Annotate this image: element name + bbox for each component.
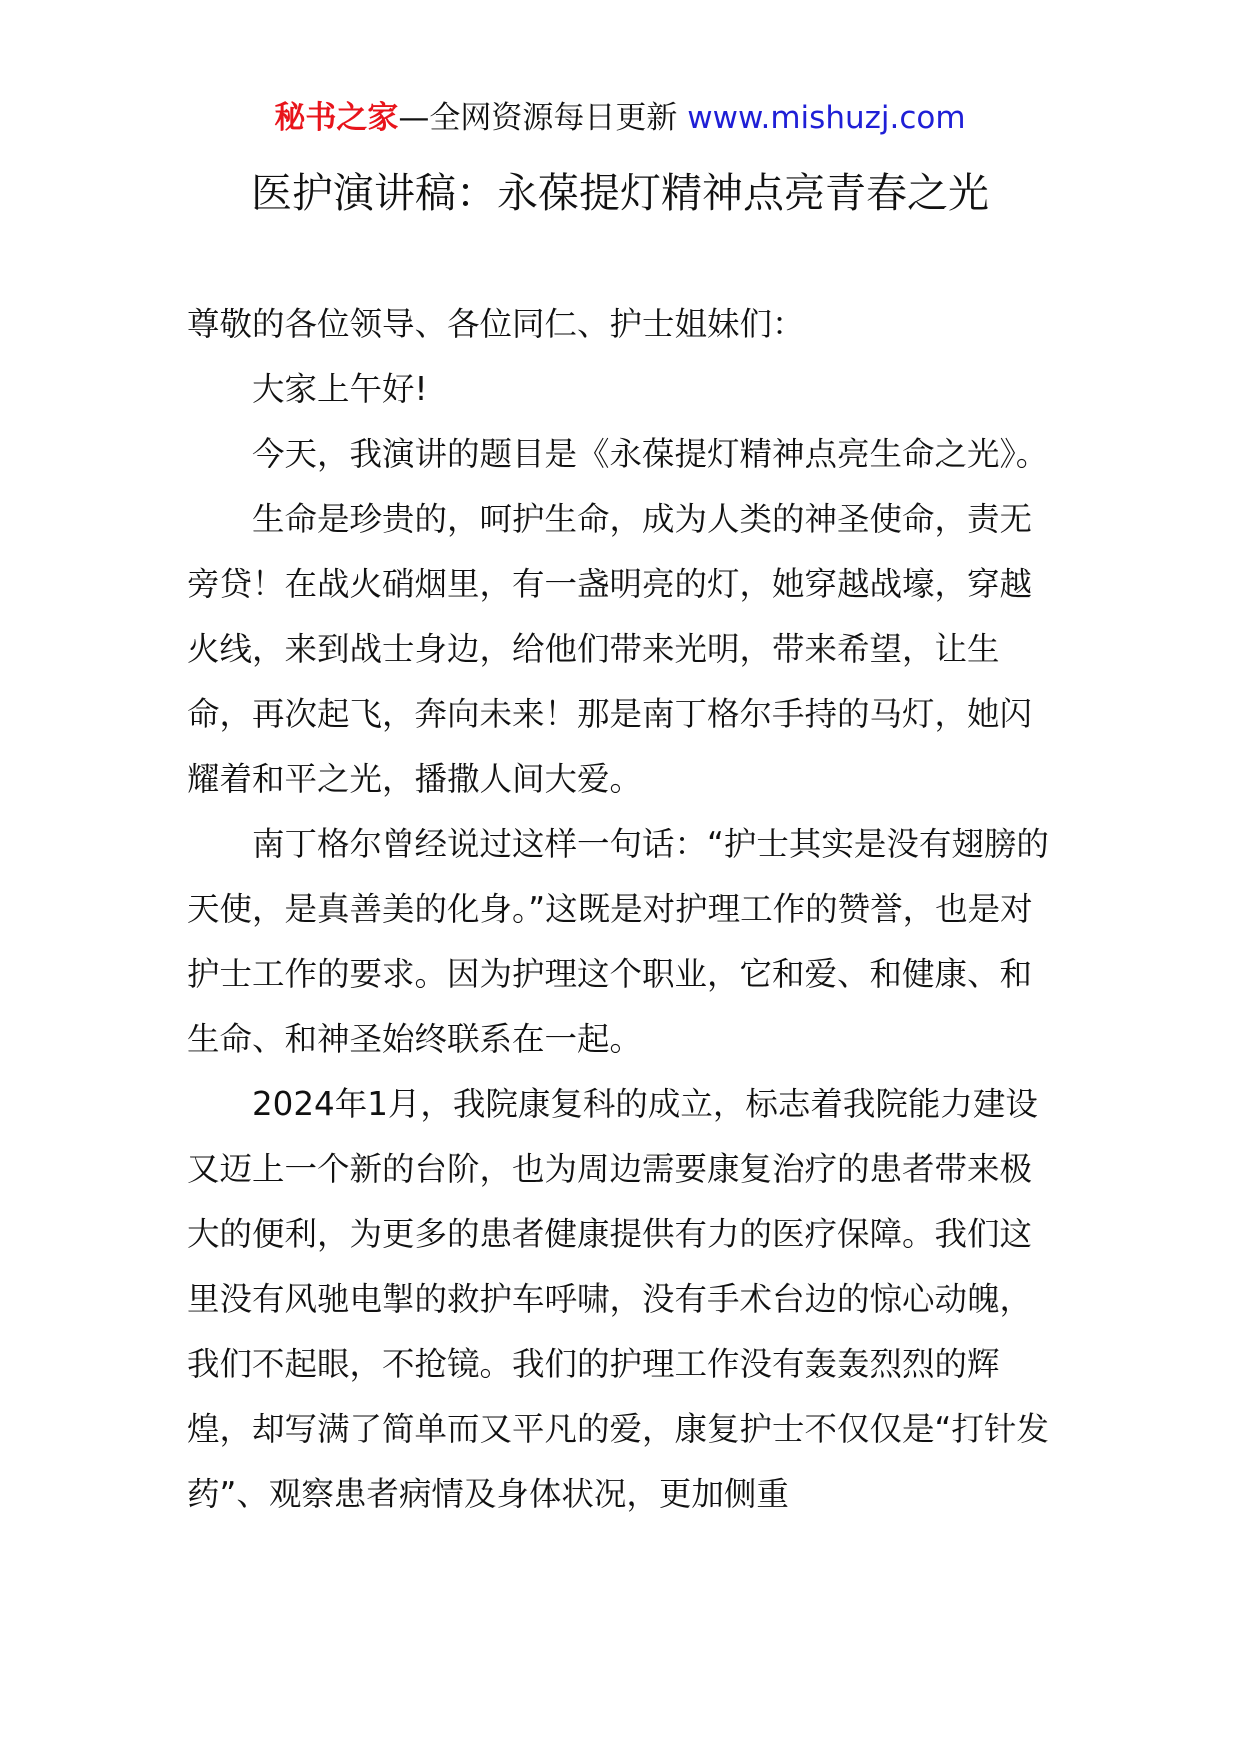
- document-title: 医护演讲稿：永葆提灯精神点亮青春之光: [251, 169, 989, 217]
- salutation: 尊敬的各位领导、各位同仁、护士姐妹们：: [187, 305, 805, 343]
- paragraph-topic: 今天，我演讲的题目是《永葆提灯精神点亮生命之光》。: [252, 435, 1049, 473]
- paragraph-greeting: 大家上午好!: [252, 370, 428, 408]
- paragraph-rehab-department: 2024年1月，我院康复科的成立，标志着我院能力建设又迈上一个新的台阶，也为周边需要康复治疗的患者带来极大的便利，为更多的患者健康提供有力的医疗保障。我们这里没有风驰电掣的救护车呼啸，没有手术台边的惊心动魄，我们不起眼，不抢镜。我们的护理工作没有轰轰烈烈的辉煌，却写满了简单而又平凡的爱，康复护士不仅仅是“打针发药”、观察患者病情及身体状况，更加侧重: [187, 1085, 1049, 1513]
- paragraph-life: 生命是珍贵的，呵护生命，成为人类的神圣使命，责无旁贷！在战火硝烟里，有一盏明亮的灯，她穿越战壕，穿越火线，来到战士身边，给他们带来光明，带来希望，让生命，再次起飞，奔向未来！那是南丁格尔手持的马灯，她闪耀着和平之光，播撒人间大爱。: [187, 500, 1033, 798]
- site-tagline: —全网资源每日更新: [398, 100, 688, 136]
- site-header: [0, 98, 1240, 138]
- site-url-link[interactable]: www.mishuzj.com: [687, 100, 966, 136]
- document-body: [187, 292, 1055, 1527]
- site-brand: 秘书之家: [274, 100, 399, 136]
- paragraph-nightingale-quote: 南丁格尔曾经说过这样一句话：“护士其实是没有翅膀的天使，是真善美的化身。”这既是对护理工作的赞誉，也是对护士工作的要求。因为护理这个职业，它和爱、和健康、和生命、和神圣始终联系在一起。: [187, 825, 1049, 1058]
